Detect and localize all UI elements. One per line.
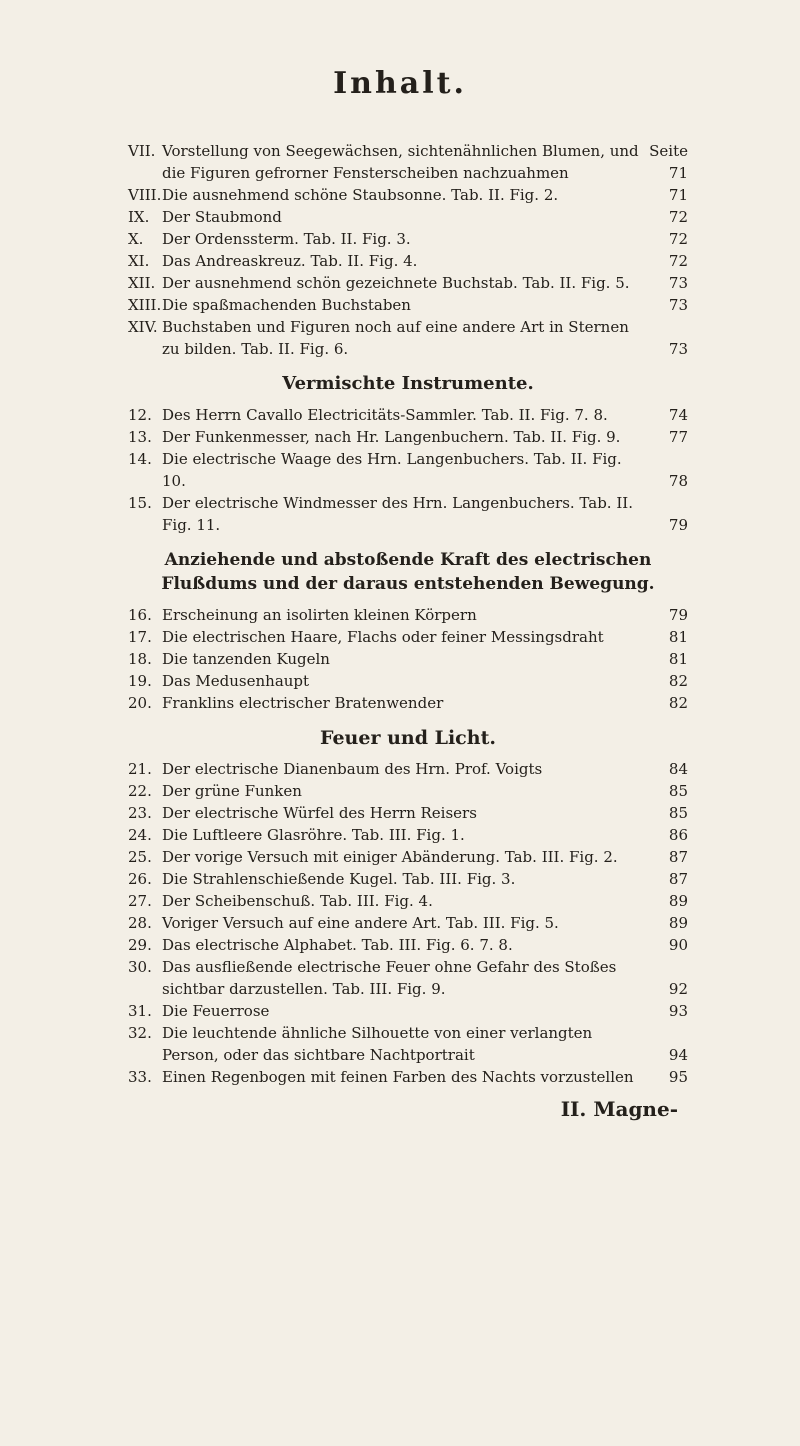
entry-number: XI. bbox=[128, 252, 150, 270]
entry-number: 17. bbox=[128, 628, 152, 646]
entry-number: 16. bbox=[128, 606, 152, 624]
entry-number: 23. bbox=[128, 804, 152, 822]
entry-number: XIII. bbox=[128, 296, 162, 314]
toc-section-d bbox=[128, 758, 688, 1088]
entry-title: Der ausnehmend schön gezeichnete Buchstab. Tab. II. Fig. 5. bbox=[162, 274, 630, 292]
entry-title: Der electrische Dianenbaum des Hrn. Prof. Voigts bbox=[162, 760, 543, 778]
entry-title: Die tanzenden Kugeln bbox=[162, 650, 330, 668]
toc-entry bbox=[128, 802, 688, 824]
entry-page: 87 bbox=[668, 848, 688, 866]
entry-page: 93 bbox=[668, 1002, 688, 1020]
entry-page: 78 bbox=[668, 472, 688, 490]
entry-title: Franklins electrischer Bratenwender bbox=[162, 694, 444, 712]
toc-entry bbox=[128, 604, 688, 626]
entry-number: XII. bbox=[128, 274, 156, 292]
section-heading-attraction: Anziehende und abstoßende Kraft des electrischen Flußdums und der daraus entstehenden Bewegung. bbox=[161, 550, 655, 594]
entry-page: 73 bbox=[668, 340, 688, 358]
toc-entry bbox=[128, 228, 688, 250]
entry-page: 89 bbox=[668, 914, 688, 932]
entry-title: Der electrische Würfel des Herrn Reisers bbox=[162, 804, 477, 822]
toc-entry bbox=[128, 206, 688, 228]
toc-entry bbox=[128, 272, 688, 294]
toc-entry bbox=[128, 1066, 688, 1088]
entry-number: 30. bbox=[128, 958, 152, 976]
toc-entry bbox=[128, 448, 688, 492]
entry-title: Vorstellung von Seegewächsen, sichtenähnlichen Blumen, und die Figuren gefrorner Fensterscheiben nachzuahmen bbox=[162, 142, 639, 182]
toc-entry bbox=[128, 890, 688, 912]
entry-page: 72 bbox=[668, 230, 688, 248]
entry-page: 79 bbox=[668, 516, 688, 534]
toc-entry bbox=[128, 250, 688, 272]
toc-entry bbox=[128, 492, 688, 536]
entry-title: Die Strahlenschießende Kugel. Tab. III. Fig. 3. bbox=[162, 870, 516, 888]
entry-title: Die Feuerrose bbox=[162, 1002, 270, 1020]
entry-number: 28. bbox=[128, 914, 152, 932]
toc-entry bbox=[128, 780, 688, 802]
entry-page: 72 bbox=[668, 208, 688, 226]
toc-entry bbox=[128, 670, 688, 692]
entry-title: Einen Regenbogen mit feinen Farben des Nachts vorzustellen bbox=[162, 1068, 634, 1086]
toc-entry bbox=[128, 426, 688, 448]
entry-number: 26. bbox=[128, 870, 152, 888]
toc-entry bbox=[128, 184, 688, 206]
entry-title: Der Funkenmesser, nach Hr. Langenbuchern. Tab. II. Fig. 9. bbox=[162, 428, 621, 446]
entry-number: 21. bbox=[128, 760, 152, 778]
entry-number: 14. bbox=[128, 450, 152, 468]
entry-number: 24. bbox=[128, 826, 152, 844]
entry-page: 81 bbox=[668, 650, 688, 668]
entry-page: Seite 71 bbox=[649, 142, 688, 182]
entry-number: X. bbox=[128, 230, 144, 248]
entry-number: 15. bbox=[128, 494, 152, 512]
toc-entry bbox=[128, 868, 688, 890]
toc-section-b bbox=[128, 404, 688, 536]
entry-title: Das Medusenhaupt bbox=[162, 672, 310, 690]
entry-title: Die leuchtende ähnliche Silhouette von einer verlangten Person, oder das sichtbare Nachtportrait bbox=[162, 1024, 593, 1064]
entry-title: Der Scheibenschuß. Tab. III. Fig. 4. bbox=[162, 892, 433, 910]
entry-page: 74 bbox=[668, 406, 688, 424]
entry-title: Der Ordenssterm. Tab. II. Fig. 3. bbox=[162, 230, 411, 248]
entry-page: 87 bbox=[668, 870, 688, 888]
entry-number: 25. bbox=[128, 848, 152, 866]
entry-title: Voriger Versuch auf eine andere Art. Tab. III. Fig. 5. bbox=[162, 914, 559, 932]
entry-title: Das electrische Alphabet. Tab. III. Fig. 6. 7. 8. bbox=[162, 936, 513, 954]
entry-number: VII. bbox=[128, 142, 156, 160]
entry-title: Der electrische Windmesser des Hrn. Langenbuchers. Tab. II. Fig. 11. bbox=[162, 494, 633, 534]
entry-number: 27. bbox=[128, 892, 152, 910]
entry-title: Die spaßmachenden Buchstaben bbox=[162, 296, 411, 314]
entry-page: 73 bbox=[668, 274, 688, 292]
entry-number: IX. bbox=[128, 208, 150, 226]
toc-entry bbox=[128, 1022, 688, 1066]
entry-number: 22. bbox=[128, 782, 152, 800]
toc-entry bbox=[128, 846, 688, 868]
entry-page: 92 bbox=[668, 980, 688, 998]
toc-entry bbox=[128, 824, 688, 846]
entry-number: 19. bbox=[128, 672, 152, 690]
entry-number: 31. bbox=[128, 1002, 152, 1020]
toc-entry bbox=[128, 758, 688, 780]
entry-title: Der vorige Versuch mit einiger Abänderung. Tab. III. Fig. 2. bbox=[162, 848, 618, 866]
entry-title: Das Andreaskreuz. Tab. II. Fig. 4. bbox=[162, 252, 418, 270]
entry-title: Die electrische Waage des Hrn. Langenbuchers. Tab. II. Fig. 10. bbox=[162, 450, 622, 490]
entry-number: 12. bbox=[128, 406, 152, 424]
entry-page: 95 bbox=[668, 1068, 688, 1086]
entry-page: 77 bbox=[668, 428, 688, 446]
toc-entry bbox=[128, 934, 688, 956]
page-header: Inhalt. bbox=[333, 66, 467, 101]
entry-page: 79 bbox=[668, 606, 688, 624]
entry-number: XIV. bbox=[128, 318, 158, 336]
entry-title: Buchstaben und Figuren noch auf eine andere Art in Sternen zu bilden. Tab. II. Fig. 6. bbox=[162, 318, 629, 358]
entry-page: 86 bbox=[668, 826, 688, 844]
toc-section-a bbox=[128, 140, 688, 360]
entry-page: 72 bbox=[668, 252, 688, 270]
entry-title: Erscheinung an isolirten kleinen Körpern bbox=[162, 606, 477, 624]
toc-entry bbox=[128, 1000, 688, 1022]
entry-title: Des Herrn Cavallo Electricitäts-Sammler. Tab. II. Fig. 7. 8. bbox=[162, 406, 608, 424]
entry-page: 81 bbox=[668, 628, 688, 646]
entry-page: 73 bbox=[668, 296, 688, 314]
toc-entry bbox=[128, 648, 688, 670]
entry-page: 89 bbox=[668, 892, 688, 910]
entry-number: 13. bbox=[128, 428, 152, 446]
entry-page: 85 bbox=[668, 782, 688, 800]
entry-page: 84 bbox=[668, 760, 688, 778]
section-heading-fire-light: Feuer und Licht. bbox=[320, 727, 496, 749]
toc-entry bbox=[128, 404, 688, 426]
entry-page: 71 bbox=[668, 186, 688, 204]
entry-title: Der Staubmond bbox=[162, 208, 282, 226]
entry-page: 82 bbox=[668, 694, 688, 712]
entry-page: 85 bbox=[668, 804, 688, 822]
entry-title: Das ausfließende electrische Feuer ohne Gefahr des Stoßes sichtbar darzustellen. Tab. III. Fig. 9. bbox=[162, 958, 617, 998]
table-of-contents bbox=[128, 140, 688, 1120]
toc-entry bbox=[128, 316, 688, 360]
entry-number: 33. bbox=[128, 1068, 152, 1086]
entry-number: 18. bbox=[128, 650, 152, 668]
toc-section-c bbox=[128, 604, 688, 714]
entry-number: 29. bbox=[128, 936, 152, 954]
entry-page: 94 bbox=[668, 1046, 688, 1064]
toc-entry bbox=[128, 294, 688, 316]
section-heading-instruments: Vermischte Instrumente. bbox=[282, 373, 534, 394]
entry-number: 20. bbox=[128, 694, 152, 712]
catchword: II. Magne- bbox=[560, 1097, 678, 1121]
entry-page: 82 bbox=[668, 672, 688, 690]
entry-number: 32. bbox=[128, 1024, 152, 1042]
entry-page: 90 bbox=[668, 936, 688, 954]
toc-entry bbox=[128, 912, 688, 934]
toc-entry bbox=[128, 956, 688, 1000]
entry-title: Die electrischen Haare, Flachs oder feiner Messingsdraht bbox=[162, 628, 604, 646]
entry-number: VIII. bbox=[128, 186, 162, 204]
toc-entry bbox=[128, 140, 688, 184]
entry-title: Die Luftleere Glasröhre. Tab. III. Fig. 1. bbox=[162, 826, 465, 844]
toc-entry bbox=[128, 692, 688, 714]
entry-title: Die ausnehmend schöne Staubsonne. Tab. II. Fig. 2. bbox=[162, 186, 559, 204]
toc-entry bbox=[128, 626, 688, 648]
entry-title: Der grüne Funken bbox=[162, 782, 302, 800]
